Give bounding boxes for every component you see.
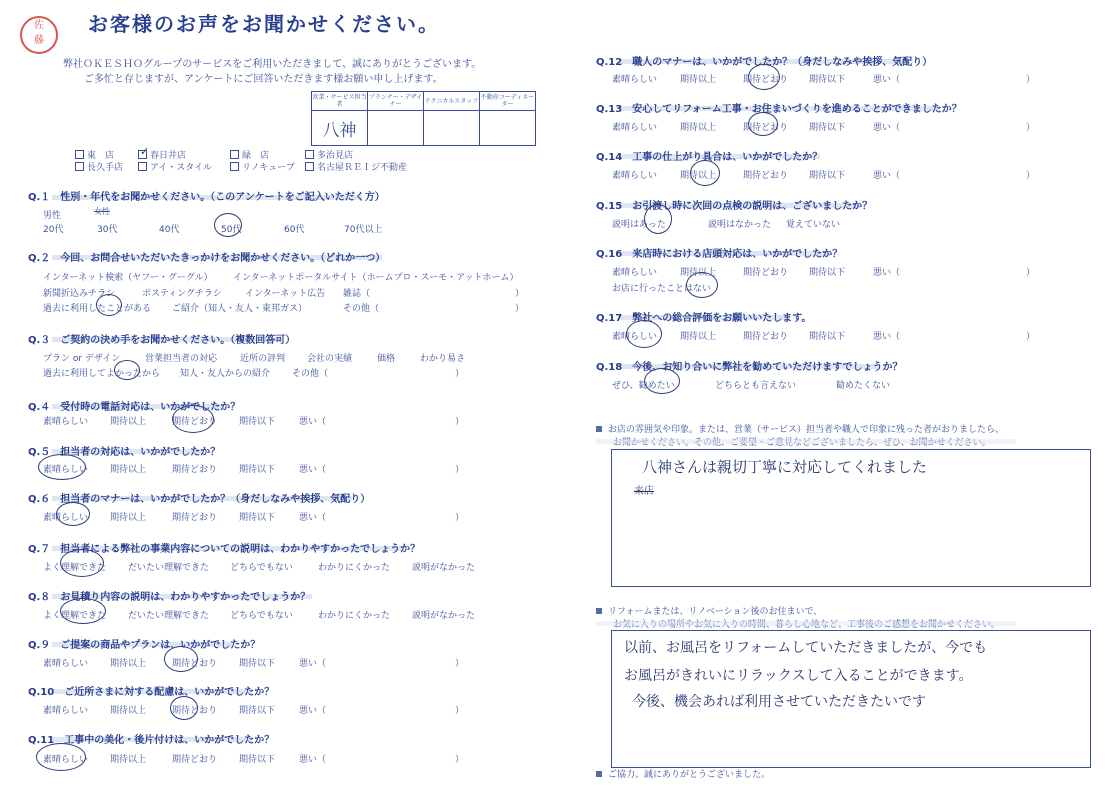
q10-option-below[interactable]: 期待以下 xyxy=(239,706,276,716)
store-nagoya-realestate[interactable]: 名古屋ＲＥＩジ不動産 xyxy=(305,160,407,173)
q15-option-not-explained[interactable]: 説明はなかった xyxy=(708,220,772,230)
q3-option-other[interactable]: その他（ xyxy=(292,369,329,379)
q3-question: Q.３ ご契約の決め手をお聞かせください。（複数回答可） xyxy=(28,335,296,346)
q7-option-mostly[interactable]: だいたい理解できた xyxy=(128,563,210,573)
q7-question: Q.７ 担当者による弊社の事業内容についての説明は、わかりやすかったでしょうか？ xyxy=(28,544,421,555)
q3-answer-circle xyxy=(114,360,140,380)
q9-answer-circle xyxy=(164,646,198,672)
q18-question: Q.18 今後、お知り合いに弊社を勧めていただけますでしょうか？ xyxy=(596,362,903,373)
q1-age-30[interactable]: 30代 xyxy=(97,225,118,235)
q12-option-excellent[interactable]: 素晴らしい xyxy=(612,75,658,85)
footer-thanks: ご協力、誠にありがとうございました。 xyxy=(596,767,770,780)
q5-option-excellent[interactable]: 素晴らしい xyxy=(43,465,89,475)
store-i-style[interactable]: アイ・スタイル xyxy=(138,160,212,173)
q13-option-as-expected[interactable]: 期待どおり xyxy=(743,123,789,133)
q2-option-web-ad[interactable]: インターネット広告 xyxy=(245,289,326,299)
q4-answer-circle xyxy=(172,405,214,433)
q10-option-bad[interactable]: 悪い（ xyxy=(299,706,327,716)
q7-answer-circle xyxy=(60,549,104,577)
q17-option-excellent[interactable]: 素晴らしい xyxy=(612,332,658,342)
q6-option-below[interactable]: 期待以下 xyxy=(239,513,276,523)
q14-answer-circle xyxy=(690,160,720,186)
q16-answer-circle xyxy=(686,272,718,298)
staff-table xyxy=(311,91,536,146)
q17-option-bad[interactable]: 悪い（ xyxy=(873,332,901,342)
store-higashi[interactable]: 東 店 xyxy=(75,148,114,161)
q17-option-below[interactable]: 期待以下 xyxy=(809,332,846,342)
q13-option-above[interactable]: 期待以上 xyxy=(680,123,717,133)
q15-answer-circle xyxy=(644,204,672,234)
q3-option-track-record[interactable]: 会社の実績 xyxy=(307,354,353,364)
q14-option-bad[interactable]: 悪い（ xyxy=(873,171,901,181)
q1-question: Q.１ 性別・年代をお聞かせください。（このアンケートをご記入いただく方） xyxy=(28,192,385,203)
q12-option-as-expected[interactable]: 期待どおり xyxy=(743,75,789,85)
q3-option-sales-staff[interactable]: 営業担当者の対応 xyxy=(145,354,218,364)
q9-option-bad[interactable]: 悪い（ xyxy=(299,659,327,669)
store-nagakute[interactable]: 長久手店 xyxy=(75,160,123,173)
q8-option-understood[interactable]: よく理解できた xyxy=(43,611,107,621)
q4-question: Q.４ 受付時の電話対応は、いかがでしたか？ xyxy=(28,402,241,413)
q2-question: Q.２ 今回、お問合せいただいたきっかけをお聞かせください。（どれか一つ） xyxy=(28,253,386,264)
q14-option-above[interactable]: 期待以上 xyxy=(680,171,717,181)
q2-option-past-use[interactable]: 過去に利用したことがある xyxy=(43,304,152,314)
q11-option-below[interactable]: 期待以下 xyxy=(239,755,276,765)
q12-answer-circle xyxy=(748,64,780,90)
q13-answer-circle xyxy=(748,112,778,136)
q1-age-20[interactable]: 20代 xyxy=(43,225,64,235)
q16-option-above[interactable]: 期待以上 xyxy=(680,268,717,278)
q3-option-clarity[interactable]: わかり易さ xyxy=(420,354,466,364)
q7-option-none[interactable]: 説明がなかった xyxy=(412,563,476,573)
q17-option-above[interactable]: 期待以上 xyxy=(680,332,717,342)
q16-option-as-expected[interactable]: 期待どおり xyxy=(743,268,789,278)
q4-option-below[interactable]: 期待以下 xyxy=(239,417,276,427)
q12-option-above[interactable]: 期待以上 xyxy=(680,75,717,85)
q8-option-none[interactable]: 説明がなかった xyxy=(412,611,476,621)
q5-question: Q.５ 担当者の対応は、いかがでしたか？ xyxy=(28,447,221,458)
q11-option-excellent[interactable]: 素晴らしい xyxy=(43,755,89,765)
q16-option-never-visited[interactable]: お店に行ったことはない xyxy=(612,284,712,294)
q2-option-portal[interactable]: インターネットポータルサイト（ホームプロ・スーモ・アットホーム） xyxy=(233,273,519,283)
q16-question: Q.16 来店時における店頭対応は、いかがでしたか？ xyxy=(596,249,843,260)
q9-option-below[interactable]: 期待以下 xyxy=(239,659,276,669)
q14-option-excellent[interactable]: 素晴らしい xyxy=(612,171,658,181)
q5-answer-circle xyxy=(38,454,89,480)
q9-option-excellent[interactable]: 素晴らしい xyxy=(43,659,89,669)
q1-age-40[interactable]: 40代 xyxy=(159,225,180,235)
q9-option-above[interactable]: 期待以上 xyxy=(110,659,147,669)
q1-age-50[interactable]: 50代 xyxy=(221,225,242,235)
q7-option-understood[interactable]: よく理解できた xyxy=(43,563,107,573)
store-midori[interactable]: 緑 店 xyxy=(230,148,269,161)
q6-option-as-expected[interactable]: 期待どおり xyxy=(172,513,218,523)
q14-option-as-expected[interactable]: 期待どおり xyxy=(743,171,789,181)
page-title: お客様のお声をお聞かせください。 xyxy=(88,12,440,36)
q13-option-excellent[interactable]: 素晴らしい xyxy=(612,123,658,133)
q5-option-bad[interactable]: 悪い（ xyxy=(299,465,327,475)
comment2-handwriting-line-2: お風呂がきれいにリラックスして入ることができます。 xyxy=(624,668,973,684)
q6-question: Q.６ 担当者のマナーは、いかがでしたか？（身だしなみや挨拶、気配り） xyxy=(28,494,371,505)
q8-answer-circle xyxy=(60,598,106,624)
comment2-box[interactable] xyxy=(611,630,1091,768)
q3-option-plan[interactable]: プラン or デザイン xyxy=(43,354,121,364)
q10-option-excellent[interactable]: 素晴らしい xyxy=(43,706,89,716)
q5-option-below[interactable]: 期待以下 xyxy=(239,465,276,475)
q11-option-bad[interactable]: 悪い（ xyxy=(299,755,327,765)
q12-option-below[interactable]: 期待以下 xyxy=(809,75,846,85)
staff-sales-name[interactable]: 八神 xyxy=(312,111,368,146)
q10-option-as-expected[interactable]: 期待どおり xyxy=(172,706,218,716)
comment2-prompt-line-1: リフォームまたは、リノベーション後のお住まいで、 xyxy=(596,604,822,617)
intro-line-1: 弊社ＯＫＥＳＨＯグループのサービスをご利用いただきまして、誠にありがとうございます。 xyxy=(63,59,482,70)
store-tajimi[interactable]: 多治見店 xyxy=(305,148,353,161)
q4-option-bad[interactable]: 悪い（ xyxy=(299,417,327,427)
q3-option-reputation[interactable]: 近所の評判 xyxy=(240,354,286,364)
q2-answer-circle xyxy=(96,294,122,316)
store-kasugai[interactable]: ✓ 春日井店 xyxy=(140,145,187,161)
q1-age-60[interactable]: 60代 xyxy=(284,225,305,235)
q15-question: Q.15 お引渡し時に次回の点検の説明は、ございましたか？ xyxy=(596,201,873,212)
q3-option-friend[interactable]: 知人・友人からの紹介 xyxy=(180,369,271,379)
comment1-prompt-line-1: お店の雰囲気や印象。または、営業（サービス）担当者や職人で印象に残った者がおりましたら、 xyxy=(596,422,1004,435)
comment1-handwriting-line-2: 来店 xyxy=(634,486,654,497)
store-renocube[interactable]: リノキューブ xyxy=(230,160,295,173)
q14-question: Q.14 工事の仕上がり具合は、いかがでしたか？ xyxy=(596,152,823,163)
q6-option-excellent[interactable]: 素晴らしい xyxy=(43,513,89,523)
q3-option-price[interactable]: 価格 xyxy=(377,354,396,364)
staff-header-planner: プランナー・デザイナー xyxy=(368,92,424,111)
q2-option-other[interactable]: その他（ xyxy=(343,304,380,314)
comment2-handwriting-line-1: 以前、お風呂をリフォームしていただきましたが、今でも xyxy=(624,640,988,656)
q8-question: Q.８ お見積り内容の説明は、わかりやすかったでしょうか？ xyxy=(28,592,311,603)
q11-option-as-expected[interactable]: 期待どおり xyxy=(172,755,218,765)
q8-option-mostly[interactable]: だいたい理解できた xyxy=(128,611,210,621)
q1-gender-mark: 女性 xyxy=(94,207,110,216)
q11-option-above[interactable]: 期待以上 xyxy=(110,755,147,765)
staff-header-realestate: 不動産コーディネーター xyxy=(480,92,536,111)
staff-header-sales: 営業・サービス担当者 xyxy=(312,92,368,111)
staff-header-technical: テクニカルスタッフ xyxy=(424,92,480,111)
q5-option-above[interactable]: 期待以上 xyxy=(110,465,147,475)
staff-realestate-name[interactable] xyxy=(480,111,536,146)
q1-answer-circle xyxy=(214,213,242,237)
q13-question: Q.13 安心してリフォーム工事・お住まいづくりを進めることができましたか？ xyxy=(596,104,962,115)
q4-option-excellent[interactable]: 素晴らしい xyxy=(43,417,89,427)
comment1-handwriting-line-1: 八神さんは親切丁寧に対応してくれました xyxy=(642,458,928,476)
q1-gender-male[interactable]: 男性 xyxy=(43,211,62,221)
comment1-box[interactable] xyxy=(611,449,1091,587)
q9-question: Q.９ ご提案の商品やプランは、いかがでしたか？ xyxy=(28,640,261,651)
q15-option-dont-remember[interactable]: 覚えていない xyxy=(786,220,841,230)
q17-question: Q.17 弊社への総合評価をお願いいたします。 xyxy=(596,313,812,324)
q18-option-not-recommend[interactable]: 勧めたくない xyxy=(836,381,891,391)
q11-answer-circle xyxy=(36,743,89,771)
q2-option-referral[interactable]: ご紹介（知人・友人・東邦ガス） xyxy=(172,304,308,314)
staff-planner-name[interactable] xyxy=(368,111,424,146)
q10-question: Q.10 ご近所さまに対する配慮は、いかがでしたか？ xyxy=(28,687,275,698)
q2-option-magazine[interactable]: 雑誌（ xyxy=(343,289,371,299)
q2-option-search[interactable]: インターネット検索（ヤフー・グーグル） xyxy=(43,273,213,283)
q18-answer-circle xyxy=(644,368,680,394)
q6-answer-circle xyxy=(56,502,90,526)
q16-option-below[interactable]: 期待以下 xyxy=(809,268,846,278)
intro-line-2: ご多忙と存じますが、アンケートにご回答いただきます様お願い申し上げます。 xyxy=(84,74,443,85)
q6-option-bad[interactable]: 悪い（ xyxy=(299,513,327,523)
q2-option-posting[interactable]: ポスティングチラシ xyxy=(142,289,222,299)
q10-option-above[interactable]: 期待以上 xyxy=(110,706,147,716)
q18-option-recommend[interactable]: ぜひ、勧めたい xyxy=(612,381,675,391)
q13-option-bad[interactable]: 悪い（ xyxy=(873,123,901,133)
q14-option-below[interactable]: 期待以下 xyxy=(809,171,846,181)
q6-option-above[interactable]: 期待以上 xyxy=(110,513,147,523)
q11-question: Q.11 工事中の美化・後片付けは、いかがでしたか？ xyxy=(28,735,275,746)
q18-option-neutral[interactable]: どちらとも言えない xyxy=(715,381,797,391)
q10-answer-circle xyxy=(170,696,198,720)
q16-option-excellent[interactable]: 素晴らしい xyxy=(612,268,658,278)
q4-option-above[interactable]: 期待以上 xyxy=(110,417,147,427)
q15-option-explained[interactable]: 説明はあった xyxy=(612,220,666,230)
q7-option-neutral[interactable]: どちらでもない xyxy=(230,563,293,573)
staff-technical-name[interactable] xyxy=(424,111,480,146)
q8-option-neutral[interactable]: どちらでもない xyxy=(230,611,293,621)
q8-option-unclear[interactable]: わかりにくかった xyxy=(318,611,391,621)
q9-option-as-expected[interactable]: 期待どおり xyxy=(172,659,218,669)
q4-option-as-expected[interactable]: 期待どおり xyxy=(172,417,218,427)
comment2-handwriting-line-3: 今後、機会あれば利用させていただきたいです xyxy=(632,694,926,710)
q3-option-past-use[interactable]: 過去に利用してよかったから xyxy=(43,369,161,379)
q5-option-as-expected[interactable]: 期待どおり xyxy=(172,465,218,475)
q17-option-as-expected[interactable]: 期待どおり xyxy=(743,332,789,342)
q12-option-bad[interactable]: 悪い（ xyxy=(873,75,901,85)
q2-option-newspaper[interactable]: 新聞折込みチラシ xyxy=(43,289,116,299)
q17-answer-circle xyxy=(626,320,662,348)
q7-option-unclear[interactable]: わかりにくかった xyxy=(318,563,391,573)
q13-option-below[interactable]: 期待以下 xyxy=(809,123,846,133)
q1-age-70plus[interactable]: 70代以上 xyxy=(344,225,383,235)
q16-option-bad[interactable]: 悪い（ xyxy=(873,268,901,278)
q12-question: Q.12 職人のマナーは、いかがでしたか？（身だしなみや挨拶、気配り） xyxy=(596,57,933,68)
seal-stamp: 佐 藤 xyxy=(20,16,58,54)
